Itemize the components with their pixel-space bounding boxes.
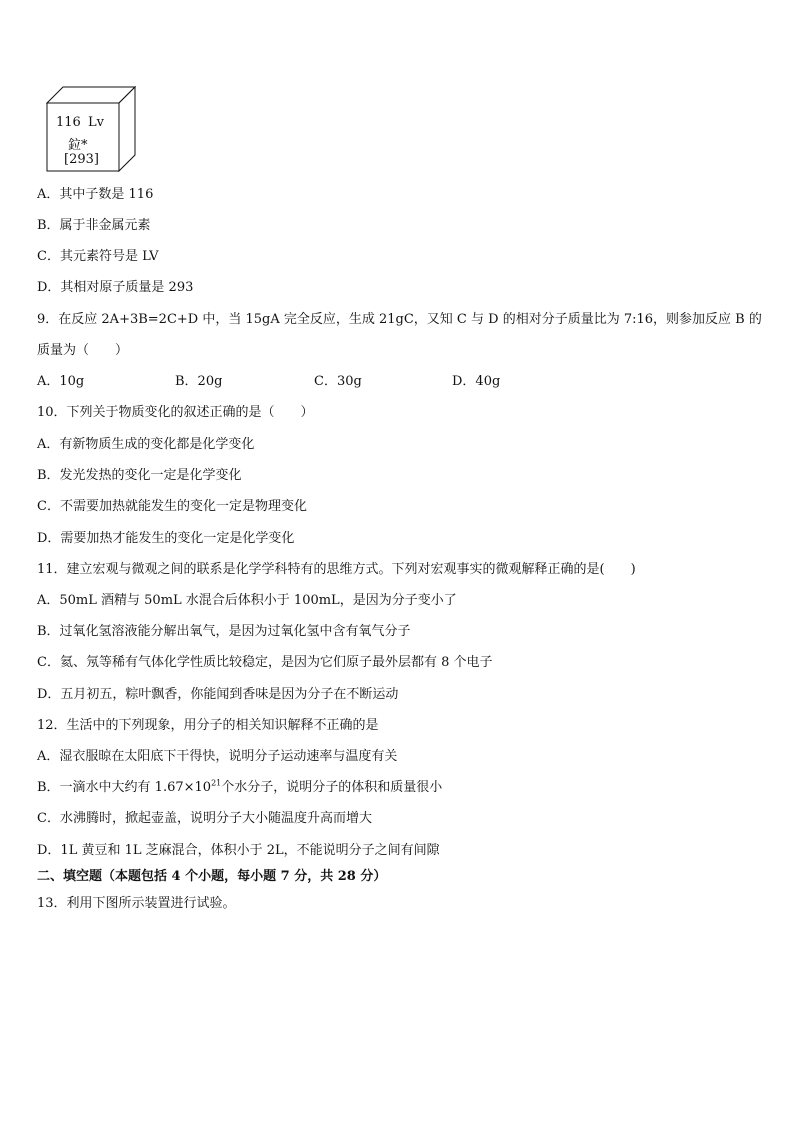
q8-option-b: B．属于非金属元素: [37, 218, 151, 233]
atomic-number: 116: [56, 115, 81, 130]
q9-option-c: C．30g: [314, 374, 362, 389]
q10-option-a: A．有新物质生成的变化都是化学变化: [37, 437, 255, 452]
q12-option-a: A．湿衣服晾在太阳底下干得快，说明分子运动速率与温度有关: [37, 749, 398, 764]
q11-option-d: D．五月初五，粽叶飘香，你能闻到香味是因为分子在不断运动: [37, 687, 399, 702]
q12-stem: 12．生活中的下列现象，用分子的相关知识解释不正确的是: [37, 718, 379, 733]
q12-option-b-text: B．一滴水中大约有 1.67×10: [37, 780, 212, 795]
q12-option-b-text-end: 个水分子，说明分子的体积和质量很小: [221, 780, 443, 795]
element-name: 鉝*: [68, 138, 88, 153]
q10-stem: 10．下列关于物质变化的叙述正确的是（ ）: [37, 405, 314, 420]
q9-option-d: D．40g: [452, 374, 501, 389]
q8-option-c: C．其元素符号是 LV: [37, 249, 159, 264]
section-heading: 二、填空题（本题包括 4 个小题，每小题 7 分，共 28 分）: [37, 869, 387, 884]
q11-stem: 11．建立宏观与微观之间的联系是化学学科特有的思维方式。下列对宏观事实的微观解释正确的是( ): [37, 562, 636, 577]
q12-option-c: C．水沸腾时，掀起壶盖，说明分子大小随温度升高而增大: [37, 811, 372, 826]
atomic-mass: [293]: [64, 152, 99, 167]
q10-option-c: C．不需要加热就能发生的变化一定是物理变化: [37, 499, 307, 514]
q10-option-d: D．需要加热才能发生的变化一定是化学变化: [37, 531, 295, 546]
q8-option-d: D．其相对原子质量是 293: [37, 280, 194, 295]
q11-option-a: A．50mL 酒精与 50mL 水混合后体积小于 100mL，是因为分子变小了: [37, 593, 457, 608]
q11-option-c: C．氦、氖等稀有气体化学性质比较稳定，是因为它们原子最外层都有 8 个电子: [37, 655, 493, 670]
q12-option-b-exponent: 21: [211, 778, 222, 788]
q11-option-b: B．过氧化氢溶液能分解出氧气，是因为过氧化氢中含有氧气分子: [37, 624, 411, 639]
q13-stem: 13．利用下图所示装置进行试验。: [37, 896, 236, 911]
element-cell-lv: [46, 86, 136, 172]
q12-option-d: D．1L 黄豆和 1L 芝麻混合，体积小于 2L，不能说明分子之间有间隙: [37, 843, 440, 858]
element-symbol: Lv: [88, 115, 104, 130]
q9-option-a: A．10g: [37, 374, 85, 389]
q10-option-b: B．发光发热的变化一定是化学变化: [37, 468, 242, 483]
q12-option-b: [37, 779, 442, 797]
q9-stem-line2: 质量为（ ）: [37, 343, 129, 358]
q8-option-a: A．其中子数是 116: [37, 187, 154, 202]
q9-stem-line1: 9．在反应 2A+3B=2C+D 中，当 15gA 完全反应，生成 21gC，又知 C 与 D 的相对分子质量比为 7:16，则参加反应 B 的: [37, 312, 762, 327]
q9-option-b: B．20g: [175, 374, 223, 389]
